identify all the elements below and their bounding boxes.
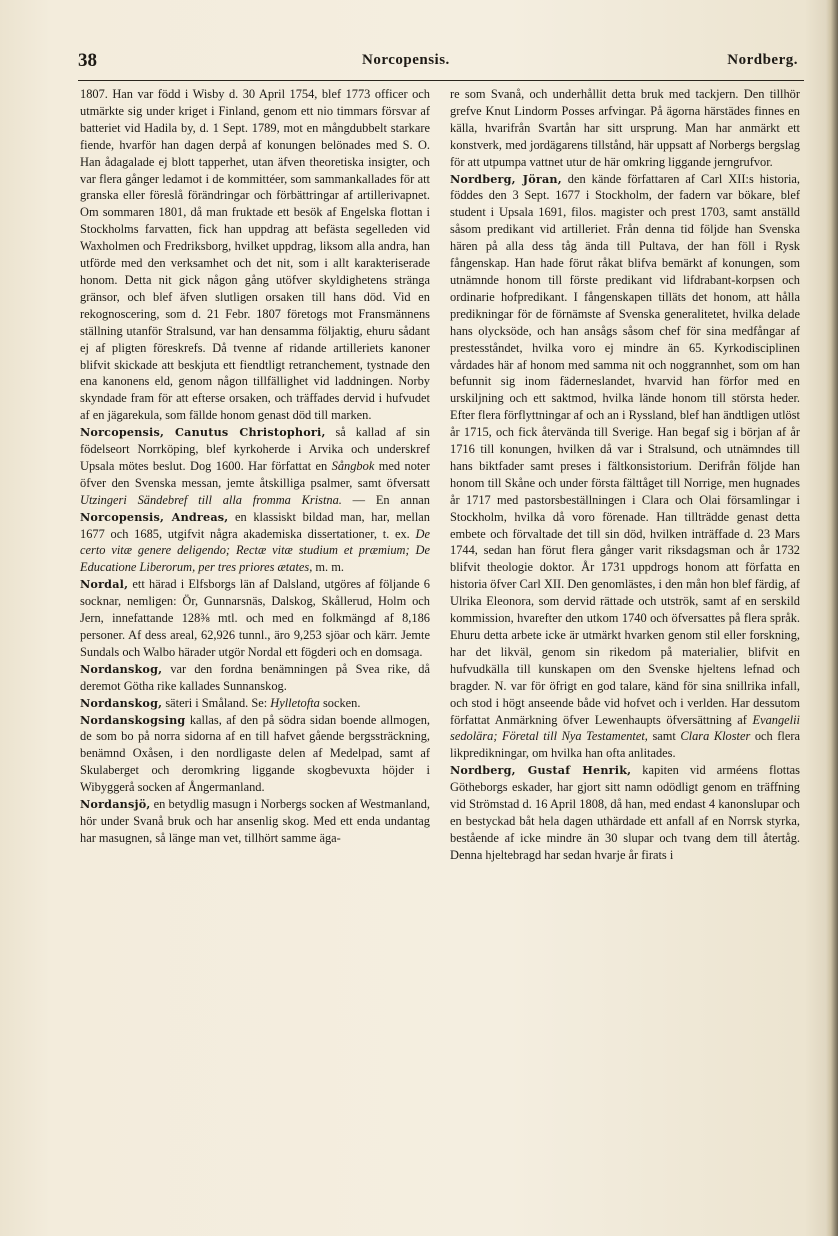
- entry-nordanskog-1: [80, 661, 430, 695]
- entry-text: en klassiskt bildad man, har, mellan 1677 och 1685, utgifvit några akademiska dissertationer, t. ex.: [80, 509, 431, 541]
- page-number: 38: [78, 50, 97, 71]
- entry-text: med noter öfver den Svenska messan, jemte åtskilliga psalmer, samt öfversatt: [80, 458, 430, 490]
- entry-headword: Nordal,: [80, 577, 129, 592]
- entry-headword: Nordansjö,: [80, 797, 151, 812]
- entry-headword: Nordanskogsing: [80, 712, 186, 727]
- left-column: [80, 86, 430, 847]
- entry-text: 1807. Han var född i Wisby d. 30 April 1754, blef 1773 officer och utmärkte sig under kriget i Finland, genom ett nio timmars försvar af batteriet vid Hadila by, d. 1 Sept. 1789, mot en mångdubbelt starkare fiende, hvarför han dagen derpå af konungen belönades med S. O. Han ådagalade ej blott tapperhet, utan äfven theoretiska insigter, och var flera gånger ledamot i de kommittéer, som sammankallades för att granska eller föreslå förändringar och förbättringar af artillerivapnet. Om sommaren 1801, då man fruktade ett besök af Engelska flottan i Stockholms farvatten, fick han uppdrag att befästa segelleden vid Waxholmen och Fredriksborg, hvilket uppdrag, liksom alla andra, han utförde med den verksamhet och det nit, som i allt karakteriserade honom. Detta nit gick någon gång utöfver skyldighetens stränga gränsor, och blef äfven slutligen orsaken till hans död. Vid en rekognoscering, som d. 21 Febr. 1807 företogs mot Fransmännens ställning utanför Stralsund, var han densamma följaktig, ehuru sådant ej af pligten föreskrefs. Då tvenne af ridande artilleriets kanoner blifvit skickade att beskjuta ett fiendtligt retranchement, tystnade den ena kanonens eld, genom någon tillfällighet vid laddningen. Norby skyndade fram för att efterse orsaken, och träffades dervid i hufvudet af en jägarekula, som fällde honom genast död till marken.: [80, 87, 430, 423]
- entry-text: socken.: [319, 695, 361, 710]
- entry-headword: Norcopensis, Canutus Christophori,: [80, 425, 326, 440]
- entry-text: så kallad af sin födelseort Norrköping, blef kyrkoherde i Arvika och underskref Upsala mötes beslut. Dog 1600. Har författat en: [80, 425, 430, 473]
- entry-title: Utzingeri Sändebref till alla fromma Kristna.: [80, 492, 342, 507]
- entry-norcopensis: [80, 424, 430, 576]
- entry-title: De certo vitæ genere deligendo; Rectæ vitæ studium et præmium; De Educatione Liberorum, per tres priores ætates,: [80, 526, 430, 575]
- entry-headword: Nordanskog,: [80, 661, 163, 676]
- entry-headword: Nordberg, Gustaf Henrik,: [450, 763, 632, 778]
- entry-norby-continued: [80, 86, 430, 424]
- entry-nordanskog-2: [80, 695, 430, 712]
- entry-nordansjo: [80, 796, 430, 847]
- entry-title: Clara Kloster: [680, 729, 751, 744]
- page-edge-shadow: [826, 0, 838, 1236]
- entry-cross-reference: Hylletofta: [270, 695, 320, 710]
- entry-text: samt: [647, 729, 681, 744]
- entry-text: kallas, af den på södra sidan boende allmogen, de som bo på norra sidorna af en till hafvet gående bergssträckning, benämnd Oxåsen, i den nordligaste delen af Medelpad, samt af Skulaberget och deromkring liggande skogbevuxta höjder i Wibyggerå socken af Ångermanland.: [80, 712, 430, 795]
- entry-text: re som Svanå, och underhållit detta bruk med tackjern. Den tillhör grefve Knut Lindorm Posses arfvingar. På ägorna härstädes finnes en källa, hvarifrån Svartån har sitt ursprung. Man har anmärkt ett konstverk, med jordägarens tillstånd, här uppsatt af Norbergs bergslag för att utpumpa vattnet utur de här omkring liggande jerngrufvor.: [450, 87, 800, 169]
- entry-text: — En annan: [341, 492, 430, 507]
- entry-nordansjo-continued: [450, 86, 800, 171]
- entry-text: kapiten vid arméens flottas Götheborgs eskader, har gjort sitt namn odödligt genom en träffning vid Strömstad d. 16 April 1808, då han, med endast 4 kanonslupar och en bestyckad båt hela dagen uthärdade ett anfall af en Norrsk styrka, bestående af icke mindre än 30 slupar och tvang dem till återtåg. Denna hjeltebragd har sedan hvarje år firats i: [450, 763, 800, 862]
- entry-text: ett härad i Elfsborgs län af Dalsland, utgöres af följande 6 socknar, nemligen: Ör, Gunnarsnäs, Dalskog, Skållerud, Holm och Jern, innefattande 128⅜ mtl. och med en folkmängd af 8,186 personer. Af dess areal, 62,926 tunnl., äro 9,253 sjöar och kärr. Jemte Sundals och Walbo härader utgör Nordal ett fögderi och en domsaga.: [80, 577, 430, 659]
- entry-headword: Nordanskog,: [80, 695, 163, 710]
- entry-text: var den fordna benämningen på Svea rike, då deremot Götha rike kallades Sunnanskog.: [80, 661, 430, 693]
- entry-nordberg-joran: [450, 171, 800, 763]
- entry-headword: Norcopensis, Andreas,: [80, 509, 229, 524]
- page-header: [78, 50, 798, 74]
- entry-text: och flera likpredikningar, om hvilka han ofta anlitades.: [450, 729, 800, 761]
- header-rule: [78, 80, 804, 81]
- running-head-left: Norcopensis.: [362, 52, 450, 68]
- entry-headword: Nordberg, Jöran,: [450, 171, 562, 186]
- entry-title: Sångbok: [331, 458, 375, 473]
- entry-nordanskogsing: [80, 712, 430, 797]
- running-head-right: Nordberg.: [727, 52, 798, 68]
- entry-text: säteri i Småland. Se:: [162, 695, 271, 710]
- entry-nordberg-gustaf-henrik: [450, 762, 800, 863]
- entry-text: m. m.: [312, 560, 344, 575]
- right-column: [450, 86, 800, 864]
- entry-title: Evangelii sedolära; Företal till Nya Testamentet,: [450, 712, 800, 744]
- entry-text: den kände författaren af Carl XII:s historia, föddes den 3 Sept. 1677 i Stockholm, der fadern var bökare, blef student i Upsala 1691, filos. magister och prest 1703, samt anställd såsom predikant vid artilleriet. Från denna tid följde han Svenska hären på alla dess tåg ända till Pultava, der han föll i Rysk fångenskap. Han hade förut råkat blifva bemärkt af konungen, som utnämnde honom till förste predikant vid lifdrabant-korpsen och ordinarie hofpredikant. I fångenskapen tilläts det honom, att hålla predikningar för de förnämste af Svenska generalitetet, hvilka delade hans olycksöde, och han ansågs såsom chef för sina medfångar af prestesståndet, hvilka voro ej mindre än 65. Kyrkodisciplinen vårdades här af honom med samma nit och noggrannhet, som om han befunnit sig inom fäderneslandet, hvarvid han förfor med en urskiljning och ett saktmod, hvilka lände honom till största heder. Efter flera förflyttningar af och an i Ryssland, blef han ändtligen utlöst år 1715, och fick återvända till Sverige. Han begaf sig i början af år 1716 till konungen, hvilken då var i Stralsund, och utnämndes till hans biktfader samt preses i fältkonsistorium. Derifrån följde han honom till Skåne och under första fälttåget till Norrige, men hugnades år 1717 med pastorsbeställningen i Clara och Olai församlingar i Stockholm, hvilka då voro förenade. Han tillträdde genast detta embete och förvaltade det till sin död, hvilken inträffade d. 23 Mars 1744, sedan han förut flera gånger varit riksdagsman och år 1732 blifvit theologie doktor. År 1731 uppdrogs honom att författa en historia öfver Carl XII. Den genomlästes, i den mån hon blef färdig, af Ulrika Eleonora, som dervid rättade och utströk, samt af en serskild kommission, hvarefter den utkom 1740 och öfversattes på flera språk. Ehuru detta arbete icke är utmärkt hvarken genom stil eller forskning, har det likväl, genom sin rikedom på materialier, blifvit en hufvudkälla till kunskapen om den Svenske hjeltens lefnad och bragder. N. var för öfrigt en god talare, känd för sina snillrika infall, och stod i högt anseende både vid hofvet och i verlden. Har dessutom författat Anmärkning öfver Lewenhaupts öfversättning af: [450, 171, 800, 727]
- entry-nordal: [80, 576, 430, 661]
- entry-text: en betydlig masugn i Norbergs socken af Westmanland, hör under Svanå bruk och har ansenlig skog. Med ett enda undantag har masugnen, så länge man vet, tillhört samme äga-: [80, 797, 430, 845]
